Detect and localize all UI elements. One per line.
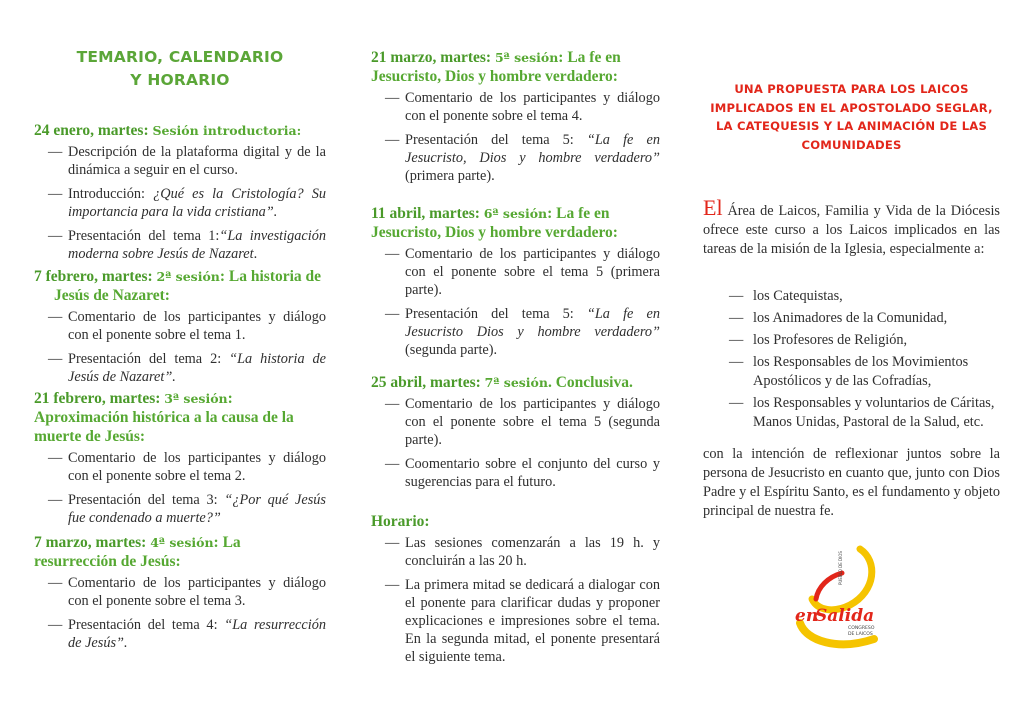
title-line-1: TEMARIO, CALENDARIO [76, 48, 284, 66]
dash: — [48, 309, 63, 325]
item-text: La primera mitad se dedicará a dialogar con el ponente para clarificar dudas y proponer explicaciones e impresiones sobre el tema. En la segunda mitad, el ponente presentará el siguiente tema. [405, 577, 660, 665]
session-2-heading [34, 267, 326, 305]
list-item [713, 394, 1000, 432]
item-italic-text: ¿Qué es la Cristología? Su importancia para la vida cristiana”. [68, 186, 326, 220]
logo-en: en [795, 606, 819, 626]
item-text: Descripción de la plataforma digital y de la dinámica a seguir en el curso. [68, 144, 326, 178]
intro-paragraph [703, 195, 1000, 259]
dash: — [48, 144, 63, 160]
column-calendar-1 [34, 0, 326, 700]
session-5-heading [371, 48, 660, 86]
dash: — [48, 228, 63, 244]
dash: — [48, 351, 63, 367]
item-text: Comentario de los participantes y diálogo con el ponente sobre el tema 3. [68, 575, 326, 609]
dash: — [48, 617, 63, 633]
list-item-text: los Responsables y voluntarios de Cáritas, Manos Unidas, Pastoral de la Salud, etc. [753, 395, 995, 430]
item-text: Presentación del tema 4: [68, 617, 225, 633]
item-italic-text: “La fe en Jesucristo, Dios y hombre verdadero” [405, 132, 661, 166]
item-italic-text: “La fe en Jesucristo Dios y hombre verdadero” [405, 306, 661, 340]
dash: — [385, 396, 400, 412]
session-topic: : Aproximación histórica a la causa de la muerte de Jesús: [34, 390, 294, 445]
session-5-item-2 [371, 131, 660, 185]
logo-sub-2: DE LAICOS [848, 632, 873, 637]
temario-title [34, 46, 326, 92]
dash: — [385, 246, 400, 262]
audience-list [713, 287, 1000, 435]
dash: — [385, 577, 400, 593]
session-7 [371, 373, 660, 491]
session-1-item-1 [34, 143, 326, 179]
session-topic: : La historia de Jesús de Nazaret: [54, 268, 322, 304]
session-4-item-1 [34, 574, 326, 610]
item-text: (primera parte). [405, 168, 495, 184]
item-italic-text: “La historia de Jesús de Nazaret”. [68, 351, 327, 385]
session-1 [34, 121, 326, 263]
session-number: 6ª sesión [483, 206, 548, 221]
promo-heading: UNA PROPUESTA PARA LOS LAICOS IMPLICADOS EN EL APOSTOLADO SEGLAR, LA CATEQUESIS Y LA ANIMACIÓN DE LAS COMUNIDADES [710, 82, 993, 152]
item-text: Presentación del tema 5: [405, 306, 587, 322]
item-text: Comentario de los participantes y diálogo con el ponente sobre el tema 5 (segunda parte). [405, 396, 660, 448]
dash: — [385, 535, 400, 551]
dash: — [385, 306, 400, 322]
session-6-item-1 [371, 245, 660, 299]
session-topic: : La fe en Jesucristo, Dios y hombre verdadero: [371, 205, 618, 241]
item-italic-text: “La investigación moderna sobre Jesús de Nazaret [68, 228, 326, 262]
dash: — [385, 90, 400, 106]
item-text: Comentario de los participantes y diálogo con el ponente sobre el tema 4. [405, 90, 660, 124]
session-number: 2ª sesión [156, 269, 220, 284]
item-italic-text: “La resurrección de Jesús”. [68, 617, 327, 651]
item-text: Comentario de los participantes y diálogo con el ponente sobre el tema 5 (primera parte). [405, 246, 660, 298]
logo-top-text: PUEBLO DE DIOS [838, 551, 843, 585]
item-text: Comentario de los participantes y diálogo con el ponente sobre el tema 2. [68, 450, 326, 484]
session-4-heading [34, 533, 326, 571]
item-text: Comentario de los participantes y diálogo con el ponente sobre el tema 1. [68, 309, 326, 343]
dash: — [48, 492, 63, 508]
session-7-item-2 [371, 455, 660, 491]
session-date: 11 abril, martes: [371, 205, 484, 222]
logo-sub-1: CONGRESO [848, 626, 875, 631]
session-3 [34, 389, 326, 527]
en-salida-logo [790, 541, 882, 651]
intro-text: Área de Laicos, Familia y Vida de la Diócesis ofrece este curso a los Laicos implicados en las tareas de la misión de la Iglesia, especialmente a: [703, 203, 1000, 257]
session-1-heading [34, 121, 326, 140]
session-2 [34, 267, 326, 386]
session-6-heading [371, 204, 660, 242]
item-text: Coomentario sobre el conjunto del curso y sugerencias para el futuro. [405, 456, 660, 490]
dash: — [48, 186, 63, 202]
item-text: Las sesiones comenzarán a las 19 h. y concluirán a las 20 h. [405, 535, 660, 569]
dash: — [385, 132, 400, 148]
session-date: 24 enero, martes: [34, 122, 153, 139]
session-6-item-2 [371, 305, 660, 359]
session-2-item-2 [34, 350, 326, 386]
session-3-item-2 [34, 491, 326, 527]
session-number: 4ª sesión [150, 535, 214, 550]
horario-section [371, 512, 660, 666]
intro-initial-word: El [703, 195, 723, 220]
item-text: (segunda parte). [405, 342, 498, 358]
item-text: Introducción: [68, 186, 154, 202]
dash: — [729, 395, 744, 411]
session-number: 7ª sesión [484, 375, 548, 390]
session-2-item-1 [34, 308, 326, 344]
session-3-item-1 [34, 449, 326, 485]
item-text: Presentación del tema 2: [68, 351, 230, 367]
list-item-text: los Animadores de la Comunidad, [753, 310, 948, 326]
session-topic: : La resurrección de Jesús: [34, 534, 241, 570]
session-6 [371, 204, 660, 359]
item-italic-text: “¿Por qué Jesús fue condenado a muerte?” [68, 492, 327, 526]
session-4-item-2 [34, 616, 326, 652]
session-1-item-3 [34, 227, 326, 263]
logo-salida: Salida [815, 606, 875, 626]
list-item [713, 309, 1000, 328]
horario-item-2 [371, 576, 660, 666]
session-1-item-2 [34, 185, 326, 221]
horario-item-1 [371, 534, 660, 570]
session-date: 21 marzo, martes: [371, 49, 495, 66]
dash: — [729, 310, 744, 326]
session-date: 25 abril, martes: [371, 374, 485, 391]
session-7-heading [371, 373, 660, 392]
session-date: 7 marzo, martes: [34, 534, 151, 551]
dash: — [729, 332, 744, 348]
list-item-text: los Responsables de los Movimientos Apostólicos y de las Cofradías, [753, 354, 969, 389]
item-text: . [253, 246, 258, 262]
session-topic: : La fe en Jesucristo, Dios y hombre verdadero: [371, 49, 621, 85]
dash: — [729, 354, 744, 370]
session-5 [371, 48, 660, 185]
session-number: 3ª sesión [164, 391, 228, 406]
title-line-2: Y HORARIO [130, 71, 230, 89]
session-topic: Sesión introductoria: [152, 123, 302, 138]
dash: — [48, 575, 63, 591]
list-item [713, 331, 1000, 350]
list-item [713, 287, 1000, 306]
item-text: Presentación del tema 5: [405, 132, 587, 148]
list-item-text: los Catequistas, [753, 288, 843, 304]
dash: — [729, 288, 744, 304]
closing-paragraph: con la intención de reflexionar juntos sobre la persona de Jesucristo en cuanto que, junto con Dios Padre y el Espíritu Santo, es el fundamento y objeto principal de nuestra fe. [703, 446, 1000, 519]
dash: — [385, 456, 400, 472]
column-calendar-2 [371, 0, 660, 700]
list-item [713, 353, 1000, 391]
session-7-item-1 [371, 395, 660, 449]
session-date: 7 febrero, martes: [34, 268, 157, 285]
session-number: 5ª sesión [494, 50, 559, 65]
dash: — [48, 450, 63, 466]
session-4 [34, 533, 326, 652]
session-5-item-1 [371, 89, 660, 125]
session-3-heading [34, 389, 326, 446]
item-text: Presentación del tema 1: [68, 228, 220, 244]
horario-heading: Horario: [371, 513, 430, 530]
session-topic: . Conclusiva. [547, 374, 633, 391]
item-text: Presentación del tema 3: [68, 492, 225, 508]
session-date: 21 febrero, martes: [34, 390, 165, 407]
list-item-text: los Profesores de Religión, [753, 332, 908, 348]
